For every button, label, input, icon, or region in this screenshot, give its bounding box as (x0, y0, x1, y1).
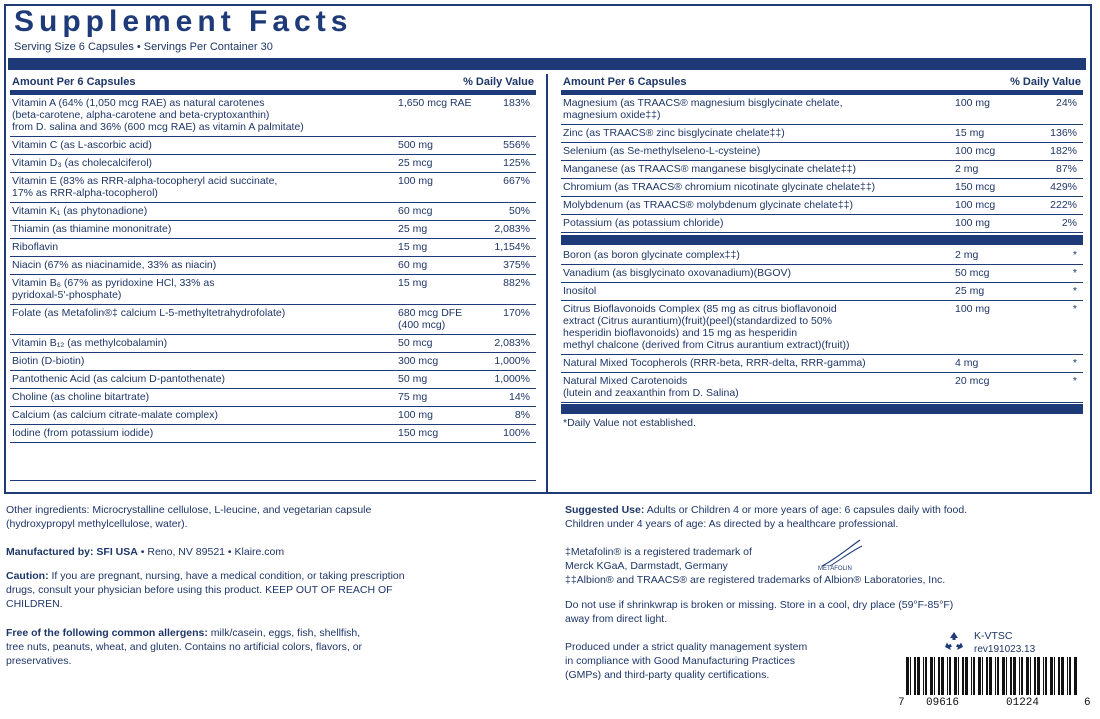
nutrient-daily-value: 429% (1050, 181, 1077, 193)
nutrient-row (561, 265, 1083, 283)
nutrient-daily-value: * (1072, 375, 1077, 387)
nutrient-name: Choline (as choline bitartrate) (12, 391, 150, 403)
barcode-bar (982, 657, 983, 695)
nutrient-daily-value: 50% (508, 205, 530, 217)
nutrient-name: Molybdenum (as TRAACS® molybdenum glycinate chelate‡‡) (563, 199, 854, 211)
nutrient-name: Vitamin B₆ (67% as pyridoxine HCl, 33% as pyridoxal-5'-phosphate) (12, 277, 215, 301)
barcode-bar (1037, 657, 1040, 695)
nutrient-amount: 1,650 mcg RAE (398, 97, 472, 109)
nutrient-amount: 25 mcg (398, 157, 433, 169)
barcode-bar (978, 657, 981, 695)
dv-header: % Daily Value (463, 76, 534, 88)
nutrient-amount: 100 mg (955, 217, 991, 229)
revision-code: rev191023.13 (974, 644, 1036, 655)
barcode-bar (1002, 657, 1005, 695)
storage-instructions: Do not use if shrinkwrap is broken or missing. Store in a cool, dry place (59°F-85°F) away from direct light. (565, 599, 954, 625)
barcode-bar (986, 657, 988, 695)
nutrient-row (561, 143, 1083, 161)
nutrient-daily-value: 8% (514, 409, 530, 421)
barcode-digit-first: 7 (898, 697, 905, 709)
barcode-bar (1030, 657, 1031, 695)
nutrient-row (561, 373, 1083, 403)
nutrient-amount: 15 mg (955, 127, 985, 139)
nutrient-daily-value: 556% (503, 139, 530, 151)
upc-barcode (906, 657, 1080, 695)
barcode-bar (906, 657, 909, 695)
barcode-bar (962, 657, 964, 695)
barcode-bar (923, 657, 924, 695)
barcode-bar (938, 657, 940, 695)
nutrient-row (561, 283, 1083, 301)
barcode-bar (1013, 657, 1016, 695)
nutrient-name: Natural Mixed Carotenoids (lutein and zeaxanthin from D. Salina) (563, 375, 739, 399)
nutrient-row (561, 247, 1083, 265)
nutrient-daily-value: 2% (1061, 217, 1077, 229)
nutrient-amount: 50 mg (398, 373, 428, 385)
nutrient-daily-value: * (1072, 249, 1077, 261)
nutrient-row (10, 203, 536, 221)
nutrient-name: Magnesium (as TRAACS® magnesium bisglycinate chelate, magnesium oxide‡‡) (563, 97, 843, 121)
nutrient-amount: 100 mg (398, 175, 434, 187)
nutrient-name: Vitamin D₃ (as cholecalciferol) (12, 157, 153, 169)
barcode-bar (1058, 657, 1060, 695)
nutrient-row (561, 215, 1083, 233)
left-nutrient-table (10, 74, 536, 443)
barcode-bar (954, 657, 957, 695)
nutrient-amount: 60 mg (398, 259, 428, 271)
nutrient-amount: 100 mcg (955, 199, 996, 211)
nutrient-name: Niacin (67% as niacinamide, 33% as niacin) (12, 259, 217, 271)
barcode-digits-left: 09616 (926, 697, 960, 709)
barcode-digit-last: 6 (1084, 697, 1091, 709)
nutrient-row (10, 155, 536, 173)
nutrient-name: Natural Mixed Tocopherols (RRR-beta, RRR-delta, RRR-gamma) (563, 357, 866, 369)
nutrient-amount: 20 mcg (955, 375, 990, 387)
nutrient-row (10, 95, 536, 137)
nutrient-name: Riboflavin (12, 241, 59, 253)
column-divider (546, 74, 548, 492)
nutrient-amount: 100 mcg (955, 145, 996, 157)
nutrient-name: Inositol (563, 285, 597, 297)
barcode-bar (934, 657, 935, 695)
nutrient-name: Citrus Bioflavonoids Complex (85 mg as citrus bioflavonoid extract (Citrus aurantium)(fruit)(peel)(standardized to 50% hesperidin bioflavonoids) and 15 mg as hesperidin methyl chalcone (derived from Citrus aurantium extract)(fruit)) (563, 303, 850, 351)
nutrient-row (10, 221, 536, 239)
nutrient-name: Vitamin A (64% (1,050 mcg RAE) as natural carotenes (beta-carotene, alpha-carotene and beta-cryptoxanthin) from D. salina and 36% (600 mcg RAE) as vitamin A palmitate) (12, 97, 304, 133)
nutrient-row (10, 137, 536, 155)
metafolin-logo (812, 536, 866, 572)
other-ingredients: Other ingredients: Microcrystalline cellulose, L-leucine, and vegetarian capsule (hydroxypropyl methylcellulose, water). (6, 504, 372, 530)
albion-trademark: ‡‡Albion® and TRAACS® are registered trademarks of Albion® Laboratories, Inc. (565, 574, 946, 586)
dv-footnote: *Daily Value not established. (563, 417, 696, 429)
nutrient-row (10, 425, 536, 443)
barcode-bar (1019, 657, 1020, 695)
barcode-bar (989, 657, 992, 695)
nutrient-name: Selenium (as Se-methylseleno-L-cysteine) (563, 145, 761, 157)
barcode-bar (973, 657, 975, 695)
nutrient-daily-value: 100% (503, 427, 530, 439)
nutrient-amount: 500 mg (398, 139, 434, 151)
barcode-bar (914, 657, 916, 695)
barcode-bar (1067, 657, 1068, 695)
amount-header: Amount Per 6 Capsules (12, 76, 136, 88)
nutrient-row (10, 335, 536, 353)
nutrient-amount: 60 mcg (398, 205, 433, 217)
nutrient-daily-value: 182% (1050, 145, 1077, 157)
nutrient-daily-value: 882% (503, 277, 530, 289)
barcode-bar (958, 657, 959, 695)
barcode-bar (1074, 657, 1077, 695)
metafolin-logo-text: METAFOLIN (818, 566, 852, 572)
right-nutrient-table (561, 74, 1083, 430)
nutrient-daily-value: 1,000% (494, 373, 530, 385)
serving-info: Serving Size 6 Capsules • Servings Per Container 30 (14, 41, 273, 53)
barcode-bar (947, 657, 948, 695)
nutrient-daily-value: * (1072, 303, 1077, 315)
nutrient-amount: 2 mg (955, 163, 979, 175)
nutrient-row (561, 95, 1083, 125)
suggested-use: Suggested Use: Adults or Children 4 or more years of age: 6 capsules daily with food. Children under 4 years of age: As directed by a healthcare professional. (565, 504, 968, 530)
barcode-bar (1050, 657, 1053, 695)
nutrient-amount: 4 mg (955, 357, 979, 369)
nutrient-name: Calcium (as calcium citrate-malate complex) (12, 409, 218, 421)
barcode-bar (949, 657, 951, 695)
nutrient-amount: 75 mg (398, 391, 428, 403)
nutrient-daily-value: 136% (1050, 127, 1077, 139)
nutrient-name: Vitamin C (as L-ascorbic acid) (12, 139, 152, 151)
nutrient-row (10, 173, 536, 203)
barcode-bar (1010, 657, 1012, 695)
nutrient-row (10, 407, 536, 425)
nutrient-daily-value: 14% (508, 391, 530, 403)
nutrient-daily-value: * (1072, 267, 1077, 279)
nutrient-daily-value: 87% (1055, 163, 1077, 175)
nutrient-name: Vanadium (as bisglycinato oxovanadium)(BGOV) (563, 267, 791, 279)
caution: Caution: If you are pregnant, nursing, have a medical condition, or taking prescription drugs, consult your physician before using this product. KEEP OUT OF REACH OF CHILDREN. (6, 570, 405, 610)
dv-header: % Daily Value (1010, 76, 1081, 88)
nutrient-name: Thiamin (as thiamine mononitrate) (12, 223, 172, 235)
barcode-bar (1045, 657, 1047, 695)
nutrient-amount: 15 mg (398, 241, 428, 253)
nutrient-row (561, 355, 1083, 373)
nutrient-amount: 150 mcg (398, 427, 439, 439)
nutrient-daily-value: 2,083% (494, 337, 530, 349)
manufacturer: Manufactured by: SFI USA • Reno, NV 89521 • Klaire.com (6, 546, 285, 558)
barcode-bar (930, 657, 933, 695)
nutrient-row (561, 179, 1083, 197)
barcode-bar (1069, 657, 1071, 695)
nutrient-name: Manganese (as TRAACS® manganese bisglycinate chelate‡‡) (563, 163, 856, 175)
nutrient-name: Pantothenic Acid (as calcium D-pantothenate) (12, 373, 226, 385)
nutrient-name: Zinc (as TRAACS® zinc bisglycinate chelate‡‡) (563, 127, 785, 139)
nutrient-name: Boron (as boron glycinate complex‡‡) (563, 249, 740, 261)
nutrient-row (10, 371, 536, 389)
nutrient-row (561, 161, 1083, 179)
nutrient-name: Chromium (as TRAACS® chromium nicotinate glycinate chelate‡‡) (563, 181, 876, 193)
nutrient-amount: 50 mcg (955, 267, 990, 279)
table-bottom-rule (10, 480, 536, 481)
nutrient-amount: 25 mg (955, 285, 985, 297)
barcode-bar (925, 657, 927, 695)
nutrient-amount: 25 mg (398, 223, 428, 235)
barcode-bar (1043, 657, 1044, 695)
barcode-bar (1026, 657, 1029, 695)
nutrient-amount: 680 mcg DFE (400 mcg) (398, 307, 463, 331)
barcode-digits-right: 01224 (1006, 697, 1040, 709)
nutrient-name: Folate (as Metafolin®‡ calcium L-5-methyltetrahydrofolate) (12, 307, 286, 319)
barcode-bar (910, 657, 911, 695)
nutrient-name: Potassium (as potassium chloride) (563, 217, 724, 229)
nutrient-name: Biotin (D-biotin) (12, 355, 85, 367)
nutrient-daily-value: 183% (503, 97, 530, 109)
nutrient-daily-value: 375% (503, 259, 530, 271)
barcode-bar (1054, 657, 1055, 695)
nutrient-row (10, 389, 536, 407)
nutrient-amount: 100 mg (398, 409, 434, 421)
recycle-icon (942, 630, 966, 654)
header-rule (8, 58, 1086, 70)
barcode-bar (941, 657, 944, 695)
nutrient-daily-value: 125% (503, 157, 530, 169)
product-code: K-VTSC (974, 630, 1013, 642)
nutrient-daily-value: * (1072, 285, 1077, 297)
nutrient-daily-value: 170% (503, 307, 530, 319)
nutrient-amount: 2 mg (955, 249, 979, 261)
nutrient-row (561, 301, 1083, 355)
nutrient-daily-value: * (1072, 357, 1077, 369)
amount-header: Amount Per 6 Capsules (563, 76, 687, 88)
nutrient-row (10, 239, 536, 257)
allergen-statement: Free of the following common allergens: milk/casein, eggs, fish, shellfish, tree nuts, peanuts, wheat, and gluten. Contains no artificial colors, flavors, or preservatives. (6, 627, 363, 667)
panel-title: Supplement Facts (14, 5, 353, 38)
nutrient-amount: 100 mg (955, 97, 991, 109)
nutrient-amount: 100 mg (955, 303, 991, 315)
nutrient-row (10, 257, 536, 275)
barcode-bar (1006, 657, 1007, 695)
table-header (561, 74, 1083, 95)
barcode-bar (971, 657, 972, 695)
nutrient-amount: 150 mcg (955, 181, 996, 193)
nutrient-name: Vitamin B₁₂ (as methylcobalamin) (12, 337, 168, 349)
section-band (561, 404, 1083, 414)
nutrient-amount: 50 mcg (398, 337, 433, 349)
quality-statement: Produced under a strict quality management system in compliance with Good Manufacturing Practices (GMPs) and third-party quality certifications. (565, 641, 808, 681)
nutrient-row (561, 125, 1083, 143)
nutrient-daily-value: 222% (1050, 199, 1077, 211)
section-band (561, 235, 1083, 245)
nutrient-daily-value: 667% (503, 175, 530, 187)
nutrient-row (10, 305, 536, 335)
nutrient-name: Vitamin K₁ (as phytonadione) (12, 205, 148, 217)
metafolin-trademark: ‡Metafolin® is a registered trademark of Merck KGaA, Darmstadt, Germany (565, 546, 752, 572)
nutrient-amount: 15 mg (398, 277, 428, 289)
nutrient-row (10, 275, 536, 305)
table-header (10, 74, 536, 95)
barcode-bar (1061, 657, 1064, 695)
nutrient-row (10, 353, 536, 371)
nutrient-amount: 300 mcg (398, 355, 439, 367)
barcode-bar (917, 657, 920, 695)
nutrient-daily-value: 2,083% (494, 223, 530, 235)
nutrient-name: Vitamin E (83% as RRR-alpha-tocopheryl acid succinate, 17% as RRR-alpha-tocopherol) (12, 175, 278, 199)
nutrient-daily-value: 1,154% (494, 241, 530, 253)
barcode-bar (1034, 657, 1036, 695)
nutrient-daily-value: 1,000% (494, 355, 530, 367)
barcode-bar (965, 657, 968, 695)
nutrient-row (561, 197, 1083, 215)
barcode-bar (997, 657, 999, 695)
nutrient-name: Iodine (from potassium iodide) (12, 427, 154, 439)
barcode-bar (1021, 657, 1023, 695)
barcode-bar (995, 657, 996, 695)
nutrient-daily-value: 24% (1055, 97, 1077, 109)
